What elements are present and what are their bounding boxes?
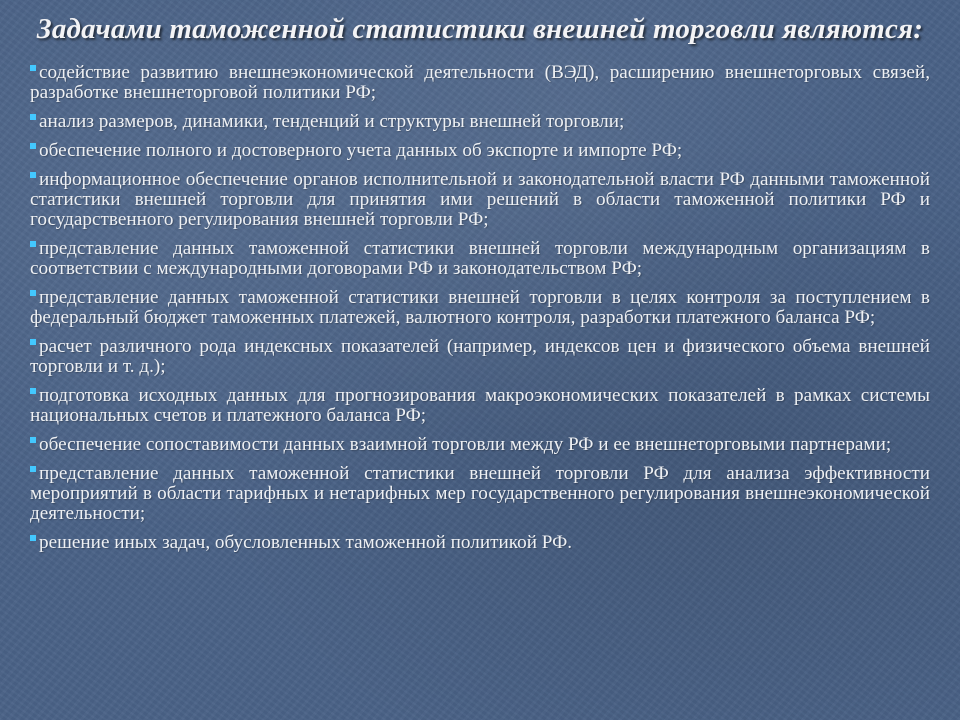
task-list — [30, 63, 930, 553]
list-item-text: подготовка исходных данных для прогнозирования макроэкономических показателей в рамках системы национальных счетов и платежного баланса РФ; — [30, 385, 930, 426]
list-item-text: обеспечение сопоставимости данных взаимной торговли между РФ и ее внешнеторговыми партнерами; — [39, 434, 892, 455]
list-item-text: решение иных задач, обусловленных таможенной политикой РФ. — [39, 532, 573, 553]
list-item-text: расчет различного рода индексных показателей (например, индексов цен и физического объема внешней торговли и т. д.); — [30, 336, 930, 377]
slide-title: Задачами таможенной статистики внешней торговли являются: — [36, 13, 924, 45]
square-bullet-icon — [30, 290, 36, 296]
list-item — [30, 63, 930, 103]
list-item — [30, 435, 930, 455]
list-item-text: представление данных таможенной статистики внешней торговли международным организациям в соответствии с международными договорами РФ и законодательством РФ; — [30, 238, 930, 279]
list-item — [30, 386, 930, 426]
list-item — [30, 141, 930, 161]
square-bullet-icon — [30, 535, 36, 541]
list-item — [30, 112, 930, 132]
list-item — [30, 337, 930, 377]
square-bullet-icon — [30, 466, 36, 472]
list-item-text: информационное обеспечение органов исполнительной и законодательной власти РФ данными таможенной статистики внешней торговли для принятия ими решений в области таможенной политики РФ и государственного регулирования внешней торговли РФ; — [30, 169, 930, 230]
list-item-text: анализ размеров, динамики, тенденций и структуры внешней торговли; — [39, 111, 625, 132]
list-item — [30, 533, 930, 553]
square-bullet-icon — [30, 388, 36, 394]
list-item — [30, 288, 930, 328]
list-item — [30, 464, 930, 524]
list-item — [30, 239, 930, 279]
list-item-text: представление данных таможенной статистики внешней торговли в целях контроля за поступлением в федеральный бюджет таможенных платежей, валютного контроля, разработки платежного баланса РФ; — [30, 287, 930, 328]
square-bullet-icon — [30, 339, 36, 345]
square-bullet-icon — [30, 241, 36, 247]
square-bullet-icon — [30, 172, 36, 178]
square-bullet-icon — [30, 114, 36, 120]
square-bullet-icon — [30, 437, 36, 443]
list-item-text: содействие развитию внешнеэкономической деятельности (ВЭД), расширению внешнеторговых связей, разработке внешнеторговой политики РФ; — [30, 62, 930, 103]
list-item — [30, 170, 930, 230]
square-bullet-icon — [30, 143, 36, 149]
list-item-text: представление данных таможенной статистики внешней торговли РФ для анализа эффективности мероприятий в области тарифных и нетарифных мер государственного регулирования внешнеэкономической деятельности; — [30, 463, 930, 524]
list-item-text: обеспечение полного и достоверного учета данных об экспорте и импорте РФ; — [39, 140, 683, 161]
square-bullet-icon — [30, 65, 36, 71]
